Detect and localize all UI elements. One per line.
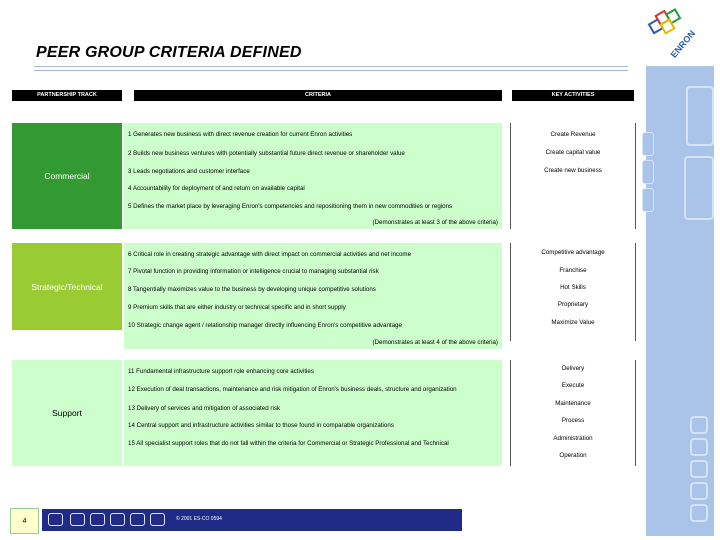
key-activity: Operation — [559, 452, 587, 459]
logo-text: ENRON — [668, 28, 698, 60]
key-activity: Delivery — [561, 365, 585, 372]
footer-nav-box — [150, 513, 165, 526]
footer-nav-box — [110, 513, 125, 526]
criterion: 11 Fundamental infrastructure support role enhancing core activities — [128, 368, 314, 375]
key-activities-commercial — [510, 123, 636, 229]
key-activity: Competitive advantage — [541, 249, 605, 256]
header-criteria: CRITERIA — [134, 90, 502, 101]
page-number: 4 — [10, 508, 39, 534]
criterion: 3 Leads negotiations and customer interface — [128, 168, 250, 175]
title-divider-secondary — [34, 70, 628, 71]
criteria-strategic-technical — [124, 243, 502, 349]
track-label: Support — [52, 408, 82, 418]
track-label: Commercial — [44, 171, 90, 181]
key-activity: Administration — [553, 435, 593, 442]
criterion: 8 Tangentially maximizes value to the business by developing unique competitive solutions — [128, 286, 376, 293]
key-activity: Create new business — [544, 167, 602, 174]
key-activity: Create Revenue — [550, 131, 596, 138]
decor-box — [690, 460, 708, 478]
decor-box — [690, 416, 708, 434]
key-activity: Franchise — [559, 267, 587, 274]
decor-box — [642, 160, 654, 184]
enron-logo — [640, 6, 706, 66]
title-divider — [34, 66, 628, 67]
criterion: 2 Builds new business ventures with potentially substantial future direct revenue or shareholder value — [128, 150, 405, 157]
key-activity: Process — [561, 417, 585, 424]
key-activities-support — [510, 360, 636, 466]
decor-box — [642, 132, 654, 156]
criterion: 7 Pivotal function in providing information or intelligence crucial to managing substantial risk — [128, 268, 379, 275]
criterion: 12 Execution of deal transactions, maintenance and risk mitigation of Enron's business deals, structure and organization — [128, 386, 457, 393]
track-support — [12, 360, 122, 466]
footer-nav-box — [90, 513, 105, 526]
header-partnership-track: PARTNERSHIP TRACK — [12, 90, 122, 101]
page-title: PEER GROUP CRITERIA DEFINED — [36, 44, 302, 61]
criterion: 6 Critical role in creating strategic advantage with direct impact on commercial activities and net income — [128, 251, 412, 258]
criterion: 10 Strategic change agent / relationship manager directly influencing Enron's competitive advantage — [128, 322, 402, 329]
criterion: 1 Generates new business with direct revenue creation for current Enron activities — [128, 131, 353, 138]
criteria-note: (Demonstrates at least 4 of the above criteria) — [372, 339, 498, 346]
key-activity: Execute — [561, 382, 585, 389]
decor-box — [690, 504, 708, 522]
key-activity: Maintenance — [555, 400, 591, 407]
decor-box — [642, 188, 654, 212]
track-label: Strategic/Technical — [31, 281, 103, 292]
key-activity: Create capital value — [545, 149, 601, 156]
copyright-text: © 2001 ES-CO 0594 — [176, 516, 222, 522]
criterion: 14 Central support and infrastructure activities similar to those found in comparable organizations — [128, 422, 394, 429]
decor-box — [684, 156, 714, 220]
footer-bar — [42, 509, 462, 531]
criteria-commercial — [124, 123, 502, 229]
right-decor-strip — [646, 66, 714, 536]
track-commercial — [12, 123, 122, 229]
footer-nav-box — [48, 513, 63, 526]
key-activity: Maximize Value — [551, 319, 595, 326]
key-activity: Hot Skills — [560, 284, 586, 291]
criterion: 5 Defines the market place by leveraging Enron's competencies and repositioning them in new commodities or regions — [128, 203, 453, 210]
criterion: 9 Premium skills that are either industry or technical specific and in short supply — [128, 304, 346, 311]
criterion: 13 Delivery of services and mitigation of associated risk — [128, 405, 281, 412]
decor-box — [690, 438, 708, 456]
footer-nav-box — [130, 513, 145, 526]
decor-box — [690, 482, 708, 500]
criterion: 4 Accountability for deployment of and return on available capital — [128, 185, 305, 192]
header-key-activities: KEY ACTIVITIES — [512, 90, 634, 101]
key-activity: Proprietary — [557, 301, 589, 308]
footer-nav-box — [70, 513, 85, 526]
track-strategic-technical — [12, 243, 122, 330]
criteria-note: (Demonstrates at least 3 of the above criteria) — [372, 219, 498, 226]
key-activities-strategic-technical — [510, 243, 636, 341]
decor-box — [686, 86, 714, 146]
criteria-support — [124, 360, 502, 466]
criterion: 15 All specialist support roles that do not fall within the criteria for Commercial or Strategic Professional and Technical — [128, 440, 449, 447]
